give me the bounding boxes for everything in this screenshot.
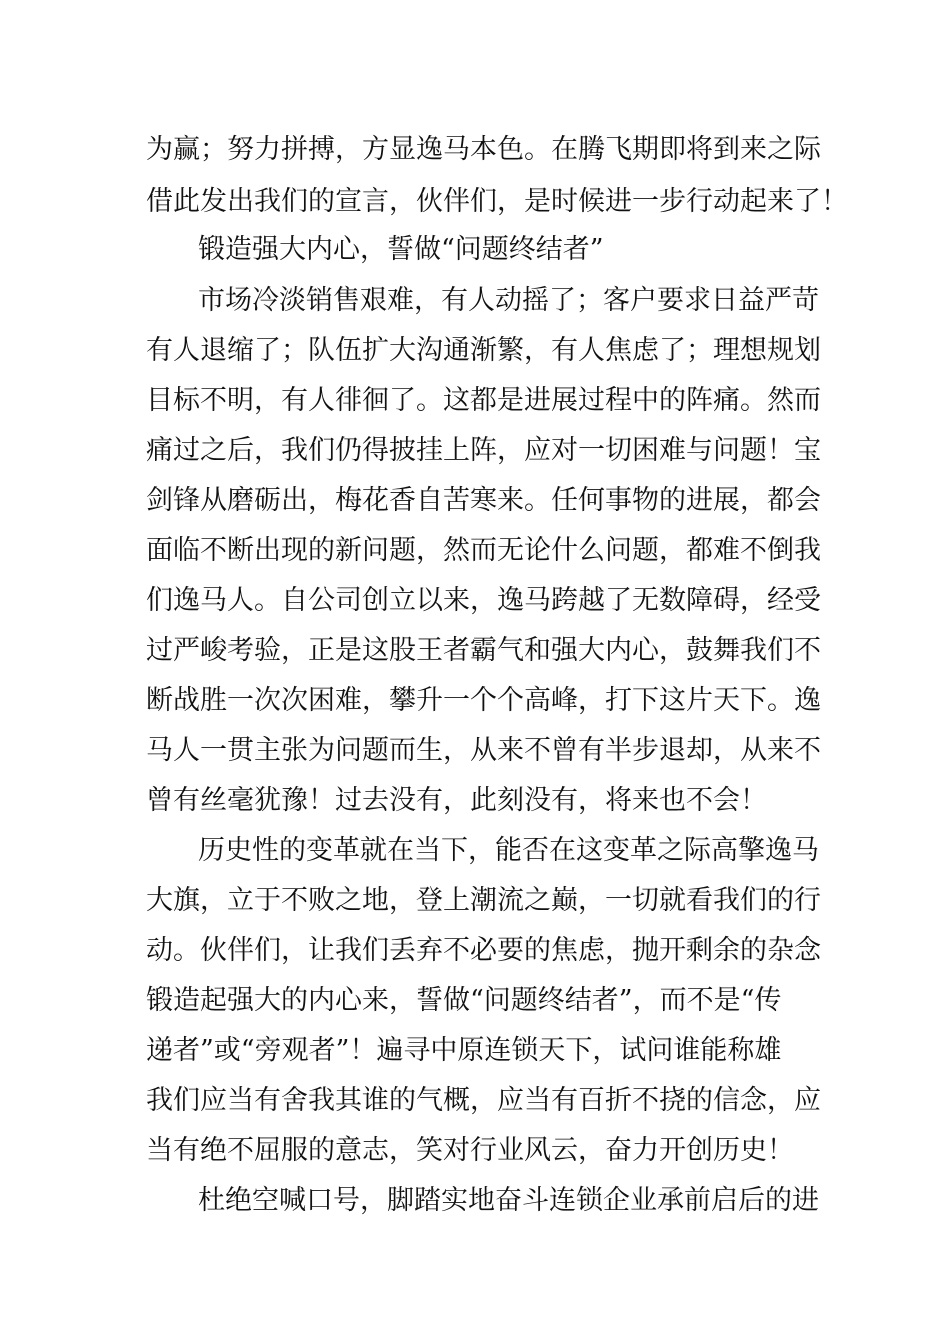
text-line: 剑锋从磨砺出，梅花香自苦寒来。任何事物的进展，都会 — [146, 485, 821, 516]
section-heading: 锻造强大内心，誓做“问题终结者” — [198, 234, 604, 265]
text-line: 锻造起强大的内心来，誓做“问题终结者”，而不是“传 — [146, 985, 782, 1016]
text-line: 为赢；努力拼搏，方显逸马本色。在腾飞期即将到来之际 — [146, 134, 821, 165]
text-line: 目标不明，有人徘徊了。这都是进展过程中的阵痛。然而 — [146, 385, 821, 416]
text-line: 递者”或“旁观者”！遍寻中原连锁天下，试问谁能称雄 — [146, 1035, 782, 1066]
text-line: 断战胜一次次困难，攀升一个个高峰，打下这片天下。逸 — [146, 685, 821, 716]
text-line: 杜绝空喊口号，脚踏实地奋斗连锁企业承前启后的进 — [198, 1185, 819, 1216]
text-line: 有人退缩了；队伍扩大沟通渐繁，有人焦虑了；理想规划 — [146, 335, 821, 366]
text-line: 痛过之后，我们仍得披挂上阵，应对一切困难与问题！宝 — [146, 435, 821, 466]
text-line: 曾有丝毫犹豫！过去没有，此刻没有，将来也不会！ — [146, 785, 767, 816]
text-line: 过严峻考验，正是这股王者霸气和强大内心，鼓舞我们不 — [146, 635, 821, 666]
text-line: 动。伙伴们，让我们丢弃不必要的焦虑，抛开剩余的杂念 — [146, 935, 821, 966]
text-line: 当有绝不屈服的意志，笑对行业风云，奋力开创历史！ — [146, 1135, 794, 1166]
text-line: 市场冷淡销售艰难，有人动摇了；客户要求日益严苛 — [198, 285, 819, 316]
text-line: 历史性的变革就在当下，能否在这变革之际高擎逸马 — [198, 835, 819, 866]
text-line: 们逸马人。自公司创立以来，逸马跨越了无数障碍，经受 — [146, 585, 821, 616]
text-line: 面临不断出现的新问题，然而无论什么问题，都难不倒我 — [146, 535, 821, 566]
text-line: 马人一贯主张为问题而生，从来不曾有半步退却，从来不 — [146, 735, 821, 766]
text-line: 大旗，立于不败之地，登上潮流之巅，一切就看我们的行 — [146, 885, 821, 916]
text-line: 借此发出我们的宣言，伙伴们，是时候进一步行动起来了！ — [146, 186, 848, 217]
text-line: 我们应当有舍我其谁的气概，应当有百折不挠的信念，应 — [146, 1085, 821, 1116]
